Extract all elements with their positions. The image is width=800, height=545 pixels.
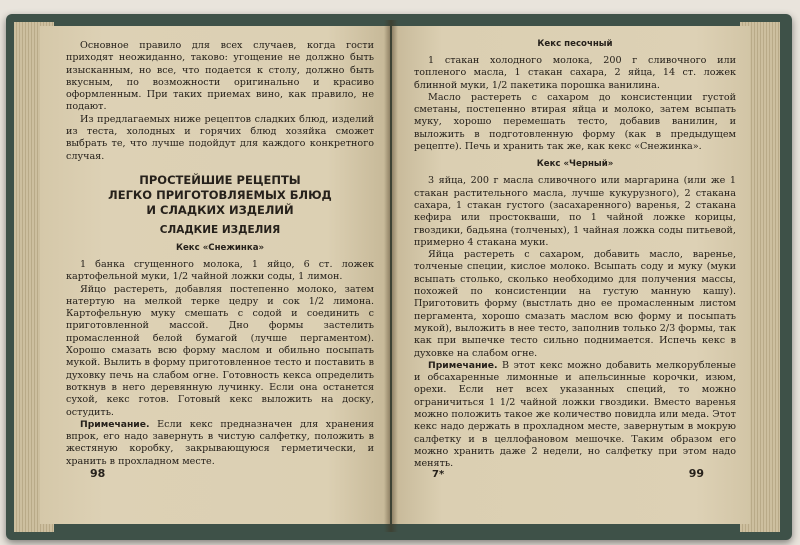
recipe2-ingredients: 3 яйца, 200 г масла сливочного или маргарина (или же 1 стакан растительного масла, лучше кукурузного), 2 стакана сахара, 1 стакан густого (засахаренного) варенья, 2 стакана кефира или простокваши, по 1 чайной ложке корицы, гвоздики, бадьяна (толченых), 1 чайная ложка соды питьевой, примерно 4 стакана муки. [414,175,736,248]
recipe-ingredients: 1 банка сгущенного молока, 1 яйцо, 6 ст. ложек картофельной муки, 1/2 чайной ложки соды, 1 лимон. [66,258,374,283]
section-title-line-3: И СЛАДКИХ ИЗДЕЛИЙ [146,202,294,217]
note-paragraph [66,419,374,468]
note-text-right: В этот кекс можно добавить мелкорубленые и обсахаренные лимонные и апельсинные корочки, изюм, орехи. Если нет всех указанных специй, то можно ограничиться 1 1/2 чайной ложки гвоздики. Вместо варенья можно положить такое же количество повидла или меда. Этот кекс надо держать в прохладном месте, завернутым в мокрую салфетку и в целлофановом мешочке. Таким образом его можно хранить даже 2 недели, но салфетку при этом надо менять. [414,359,736,470]
recipe1-ingredients: 1 стакан холодного молока, 200 г сливочного или топленого масла, 1 стакан сахара, 2 яйца, 14 ст. ложек блинной муки, 1/2 пакетика порошка ванилина. [414,55,736,91]
note-label-right: Примечание. [428,359,498,371]
page-number-left: 98 [90,467,106,480]
recipe-title-cherny: Кекс «Черный» [536,159,614,170]
recipe2-method: Яйца растереть с сахаром, добавить масло, варенье, толченые специи, кислое молоко. Всыпать соду и муку (муки всыпать столько, сколько необходимо для получения массы, похожей по консистенции на густую манную кашу). Приготовить форму (выстлать дно ее промасленным листом пергамента, хорошо смазать маслом всю форму и посыпать мукой), выложить в нее тесто, заполнив только 2/3 формы, так как при выпечке тесто сильно поднимается. Испечь кекс в духовке на слабом огне. [414,249,736,359]
right-page [392,26,750,524]
note-paragraph-right [414,360,736,471]
page-number-right: 99 [688,467,704,480]
section-title-line-2: ЛЕГКО ПРИГОТОВЛЯЕМЫХ БЛЮД [108,187,332,202]
subsection-title: СЛАДКИЕ ИЗДЕЛИЯ [159,223,281,236]
signature-mark: 7* [432,469,445,480]
note-text: Если кекс предназначен для хранения впрок, его надо завернуть в чистую салфетку, положить в жестяную коробку, закрывающуюся герметически, и хранить в прохладном месте. [66,418,374,467]
section-title-line-1: ПРОСТЕЙШИЕ РЕЦЕПТЫ [139,172,301,187]
recipe-title-pesochny: Кекс песочный [537,39,613,49]
left-page [40,26,390,524]
recipe1-method: Масло растереть с сахаром до консистенции густой сметаны, постепенно втирая яйца и молоко, затем всыпать муку, хорошо перемешать тесто, добавив ванилин, и выложить в подготовленную форму (как в предыдущем рецепте). Печь и хранить так же, как кекс «Снежинка». [414,91,736,153]
intro-paragraph-1: Основное правило для всех случаев, когда гости приходят неожиданно, таково: угощение не должно быть изысканным, но все, что подается к столу, должно быть вкусным, по возможности оригинально и красиво оформленным. При таких приемах вино, как правило, не подают. [66,40,374,113]
note-label: Примечание. [80,418,150,430]
recipe-title-snezhinka: Кекс «Снежинка» [175,242,265,253]
recipe-method: Яйцо растереть, добавляя постепенно молоко, затем натертую на мелкой терке цедру и сок 1/2 лимона. Картофельную муку смешать с содой и соединить с приготовленной массой. Дно формы застелить промасленной белой бумагой (лучше пергаментом). Хорошо смазать всю форму маслом и обильно посыпать мукой. Вылить в форму приготовленное тесто и поставить в духовку печь на слабом огне. Готовность кекса определить воткнув в него деревянную лучинку. Если она останется сухой, кекс готов. Готовый кекс выложить на доску, остудить. [66,283,374,418]
book-gutter [384,20,398,532]
intro-paragraph-2: Из предлагаемых ниже рецептов сладких блюд, изделий из теста, холодных и горячих блюд хозяйка сможет выбрать те, что лучше подойдут для каждого конкретного случая. [66,113,374,162]
